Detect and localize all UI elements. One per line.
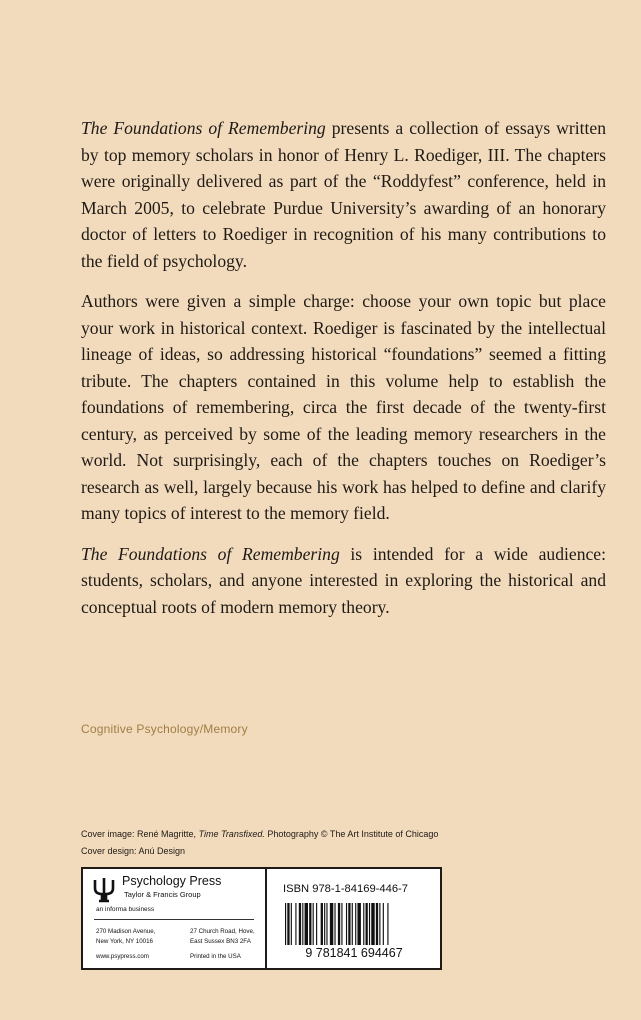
barcode-bar xyxy=(379,903,380,945)
cover-credits xyxy=(81,826,438,859)
barcode-bar xyxy=(330,903,333,945)
barcode-bar xyxy=(338,903,340,945)
isbn-block xyxy=(267,869,440,968)
barcode-bar xyxy=(383,903,384,945)
barcode-bar xyxy=(321,903,323,945)
book-title: The Foundations of Remembering xyxy=(81,543,340,564)
barcode-bar xyxy=(326,903,327,945)
address-line: New York, NY 10016 xyxy=(96,937,153,945)
paragraph-text: presents a collection of essays written by top memory scholars in honor of Henry L. Roediger, III. The chapters were originally delivered as part of the “Roddyfest” conference, held in March 2005, to celebrate Purdue University’s awarding of an honorary doctor of letters to Roediger in recognition of his many contributions to the field of psychology. xyxy=(81,118,606,271)
publisher-info xyxy=(83,869,267,968)
barcode-bar xyxy=(324,903,325,945)
cover-image-credit xyxy=(81,826,438,843)
description-paragraph-2: Authors were given a simple charge: choose your own topic but place your work in historical context. Roediger is fascinated by the intellectual lineage of ideas, so addressing historical “foundations” seemed a fitting tribute. The chapters contained in this volume help to establish the foundations of remembering, circa the first decade of the twenty-first century, as perceived by some of the leading memory researchers in the world. Not surprisingly, each of the chapters touches on Roediger’s research as well, largely because his work has helped to define and clarify many topics of interest to the memory field. xyxy=(81,291,606,523)
barcode-bar xyxy=(334,903,335,945)
subject-category: Cognitive Psychology/Memory xyxy=(81,722,248,736)
isbn-label: ISBN 978-1-84169-446-7 xyxy=(283,883,409,895)
barcode-bar xyxy=(295,903,296,945)
printed-in: Printed in the USA xyxy=(190,953,241,960)
barcode-bar xyxy=(346,903,347,945)
barcode-bar xyxy=(355,903,356,945)
artwork-title: Time Transfixed. xyxy=(198,829,265,839)
credit-text: Photography © The Art Institute of Chicago xyxy=(264,829,439,839)
address-uk xyxy=(190,927,255,946)
barcode-bar xyxy=(357,903,360,945)
barcode-bar xyxy=(352,903,353,945)
divider xyxy=(94,919,254,920)
barcode-bar xyxy=(305,903,308,945)
paragraph-text: is intended for a wide audience: students, scholars, and anyone interested in exploring the historical and conceptual roots of modern memory theory. xyxy=(81,543,606,617)
barcode-bar xyxy=(348,903,350,945)
barcode-bar xyxy=(371,903,374,945)
address-us xyxy=(96,927,155,946)
barcode-bar xyxy=(341,903,342,945)
barcode-bar xyxy=(316,903,317,945)
publisher-group: Taylor & Francis Group xyxy=(124,890,201,899)
barcode-bar xyxy=(302,903,303,945)
barcode-bar xyxy=(287,903,289,945)
book-title: The Foundations of Remembering xyxy=(81,118,326,138)
description-paragraph-3 xyxy=(81,541,606,621)
barcode-bar xyxy=(363,903,364,945)
publisher-name: Psychology Press xyxy=(122,874,222,888)
barcode-bar xyxy=(285,903,286,945)
barcode-bar xyxy=(387,903,388,945)
address-line: 27 Church Road, Hove, xyxy=(190,928,255,935)
publisher-website: www.psypress.com xyxy=(96,953,149,960)
barcode-icon xyxy=(279,903,429,958)
barcode-bar xyxy=(376,903,378,945)
barcode-bar xyxy=(313,903,314,945)
cover-design-credit: Cover design: Anú Design xyxy=(81,845,186,856)
barcode-bar xyxy=(291,903,292,945)
barcode-bar xyxy=(309,903,311,945)
barcode-bar xyxy=(369,903,370,945)
publisher-tagline: an informa business xyxy=(96,906,155,913)
barcode-digits: 9 781841 694467 xyxy=(305,946,403,958)
publisher-box xyxy=(81,867,442,970)
description-paragraph-1 xyxy=(81,115,606,274)
credit-text: Cover image: René Magritte, xyxy=(81,829,199,839)
barcode-bar xyxy=(299,903,301,945)
psi-logo-icon xyxy=(93,877,115,903)
book-description xyxy=(81,115,606,634)
address-line: East Sussex BN3 2FA xyxy=(190,937,251,945)
barcode-bar xyxy=(366,903,368,945)
address-line: 270 Madison Avenue, xyxy=(96,928,156,935)
